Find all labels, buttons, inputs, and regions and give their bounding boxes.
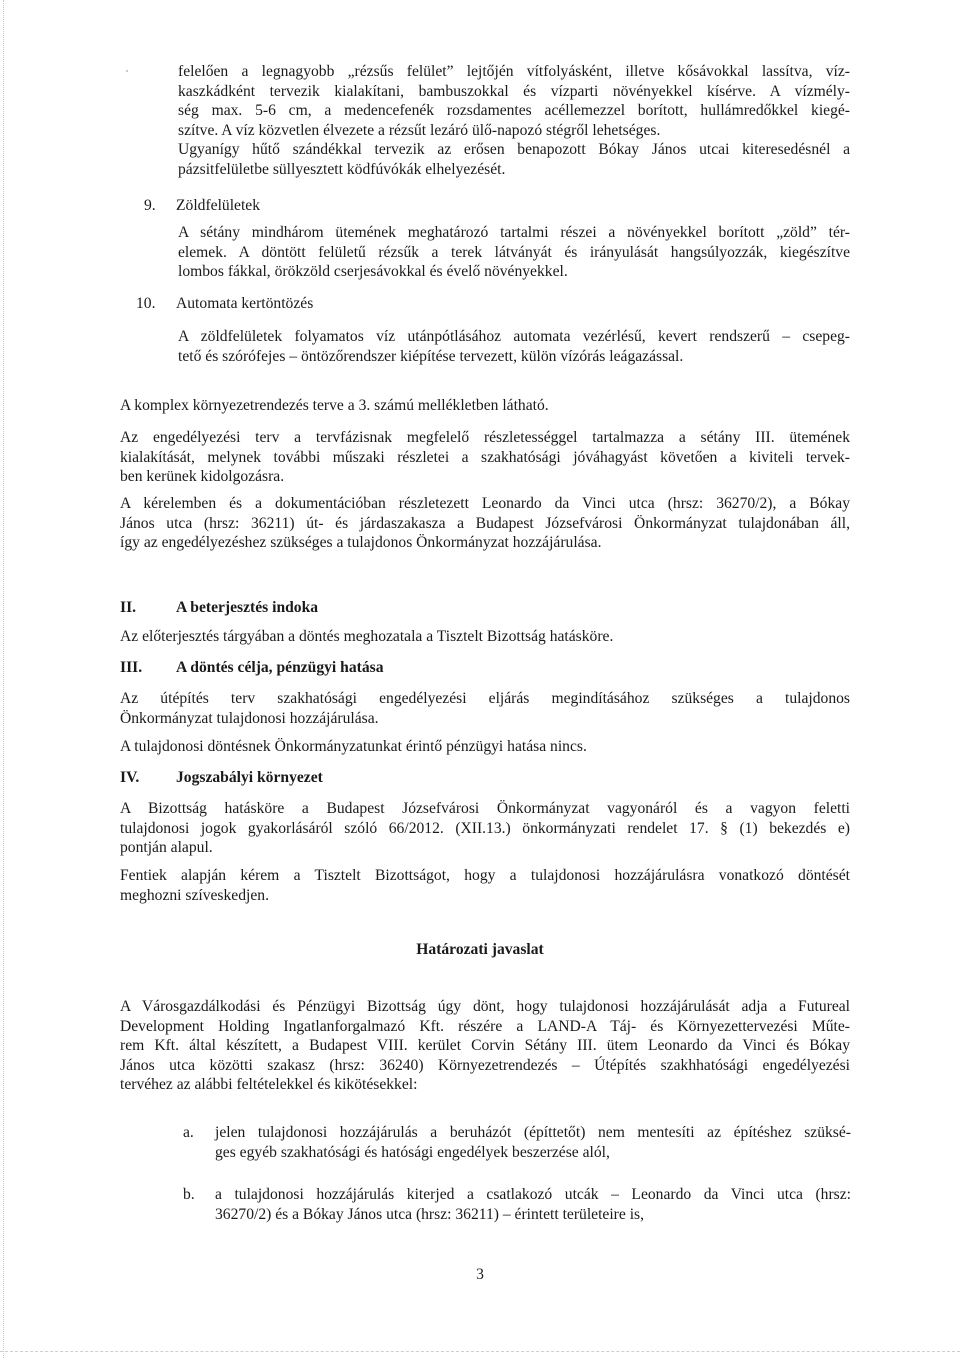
text-line: A kérelemben és a dokumentációban részletezett Leonardo da Vinci utca (hrsz: 36270/2), a Bókay — [120, 495, 850, 512]
section-iii-paragraph-2 — [120, 737, 850, 757]
section-iv-paragraph-2 — [120, 866, 850, 905]
text-line: rem Kft. által készített, a Budapest VIII. kerület Corvin Sétány III. ütem Leonardo da Vinci és Bókay — [120, 1037, 850, 1054]
text-line: A Városgazdálkodási és Pénzügyi Bizottság úgy dönt, hogy tulajdonosi hozzájárulását adja a Futureal — [120, 998, 850, 1015]
resolution-paragraph — [120, 997, 850, 1095]
text-line: János utca közötti szakasz (hrsz: 36240) Környezetrendezés – Útépítés szakhhatósági engedélyezési — [120, 1056, 850, 1074]
text-line: A komplex környezetrendezés terve a 3. számú mellékletben látható. — [120, 397, 549, 414]
text-line: így az engedélyezéshez szükséges a tulajdonos Önkormányzat hozzájárulása. — [120, 534, 602, 551]
page-number: 3 — [476, 1266, 484, 1283]
text-line: ség max. 5-6 cm, a medencefenék rozsdamentes acéllemezzel borított, hullámredőkkel kiegé- — [178, 102, 850, 119]
section-ii-paragraph — [120, 627, 850, 647]
section-number: 9. — [144, 197, 156, 214]
scan-bottom-edge — [0, 1351, 960, 1353]
text-line: A sétány mindhárom ütemének meghatározó tartalmi részei a növényekkel borított „zöld” tér- — [178, 224, 850, 241]
section-heading: Jogszabályi környezet — [176, 769, 323, 786]
section10-paragraph — [178, 327, 850, 366]
list-item — [215, 1185, 851, 1224]
section-number: 10. — [136, 295, 156, 312]
text-line: ben kerünek kidolgozásra. — [120, 468, 285, 485]
text-line: Az útépítés terv szakhatósági engedélyezési eljárás megindításához szükséges a tulajdonos — [120, 690, 850, 707]
text-line: pontján alapul. — [120, 839, 213, 856]
text-line: Fentiek alapján kérem a Tisztelt Bizottságot, hogy a tulajdonosi hozzájárulásra vonatkozó döntését — [120, 867, 850, 884]
section-title: Automata kertöntözés — [176, 295, 314, 312]
text-line: jelen tulajdonosi hozzájárulás a beruházót (építtetőt) nem mentesíti az építéshez szüksé- — [215, 1124, 851, 1141]
text-line: Ugyanígy hűtő szándékkal tervezik az erősen benapozott Bókay János utcai kiteresedésnél a — [178, 141, 850, 158]
complex-paragraph — [120, 396, 850, 416]
resolution-title: Határozati javaslat — [416, 941, 544, 958]
section9-paragraph — [178, 223, 850, 282]
list-item-letter: a. — [183, 1124, 194, 1141]
text-line: János utca (hrsz: 36211) út- és járdaszakasza a Budapest Józsefvárosi Önkormányzat tulajdonában áll, — [120, 514, 850, 532]
text-line: tervéhez az alábbi feltételekkel és kikötésekkel: — [120, 1076, 418, 1093]
section-numeral: III. — [120, 659, 143, 676]
owner-paragraph — [120, 494, 850, 553]
text-line: Development Holding Ingatlanforgalmazó Kft. részére a LAND-A Táj- és Környezettervezési Műte- — [120, 1017, 850, 1035]
text-line: tulajdonosi jogok gyakorlásáról szóló 66/2012. (XII.13.) önkormányzati rendelet 17. § (1) bekezdés e) — [120, 819, 850, 837]
text-line: a tulajdonosi hozzájárulás kiterjed a csatlakozó utcák – Leonardo da Vinci utca (hrsz: — [215, 1186, 851, 1203]
text-line: tető és szórófejes – öntözőrendszer kiépítése tervezett, külön vízórás leágazással. — [178, 347, 684, 365]
text-line: Az engedélyezési terv a tervfázisnak megfelelő részletességgel tartalmazza a sétány III. ütemének — [120, 429, 850, 446]
text-line: felelően a legnagyobb „rézsűs felület” lejtőjén vítfolyásként, illetve kősávokkal lassítva, víz- — [178, 63, 850, 80]
text-line: ges egyéb szakhatósági és hatósági engedélyek beszerzése alól, — [215, 1143, 610, 1161]
text-line: Az előterjesztés tárgyában a döntés meghozatala a Tisztelt Bizottság hatásköre. — [120, 628, 614, 645]
section-numeral: IV. — [120, 769, 140, 786]
section-heading: A döntés célja, pénzügyi hatása — [176, 659, 384, 676]
section-title: Zöldfelületek — [176, 197, 260, 214]
text-line: elemek. A döntött felületű rézsűk a terek látványát és irányulását hangsúlyozzák, kiegészítve — [178, 243, 850, 261]
text-line: A zöldfelületek folyamatos víz utánpótlásához automata vezérlésű, kevert rendszerű – csepeg- — [178, 328, 850, 345]
text-line: kaszkádként tervezik kialakítani, bambuszokkal és vízparti növényekkel kísérve. A vízmély- — [178, 82, 850, 100]
text-line: pázsitfelületbe süllyesztett ködfúvókák elhelyezését. — [178, 160, 506, 178]
text-line: szítve. A víz közvetlen élvezete a rézsűt lezáró ülő-napozó stégről lehetséges. — [178, 121, 661, 139]
text-line: lombos fákkal, örökzöld cserjesávokkal és évelő növényekkel. — [178, 263, 568, 280]
text-line: Önkormányzat tulajdonosi hozzájárulása. — [120, 709, 379, 727]
permit-paragraph — [120, 428, 850, 487]
section-iv-paragraph — [120, 799, 850, 858]
intro-paragraph — [178, 62, 850, 179]
scan-speck — [126, 70, 128, 72]
list-item — [215, 1123, 851, 1162]
text-line: 36270/2) és a Bókay János utca (hrsz: 36211) – érintett területeire is, — [215, 1205, 644, 1223]
text-line: kialakítását, melynek további műszaki részletei a szakhatósági jóváhagyást követően a kiviteli tervek- — [120, 448, 850, 466]
text-line: meghozni szíveskedjen. — [120, 886, 269, 904]
section-iii-paragraph — [120, 689, 850, 728]
text-line: A Bizottság hatásköre a Budapest Józsefvárosi Önkormányzat vagyonáról és a vagyon feletti — [120, 800, 850, 817]
scan-edge — [3, 0, 5, 1358]
list-item-letter: b. — [183, 1186, 195, 1203]
text-line: A tulajdonosi döntésnek Önkormányzatunkat érintő pénzügyi hatása nincs. — [120, 738, 587, 755]
section-numeral: II. — [120, 599, 137, 616]
section-heading: A beterjesztés indoka — [176, 599, 319, 616]
